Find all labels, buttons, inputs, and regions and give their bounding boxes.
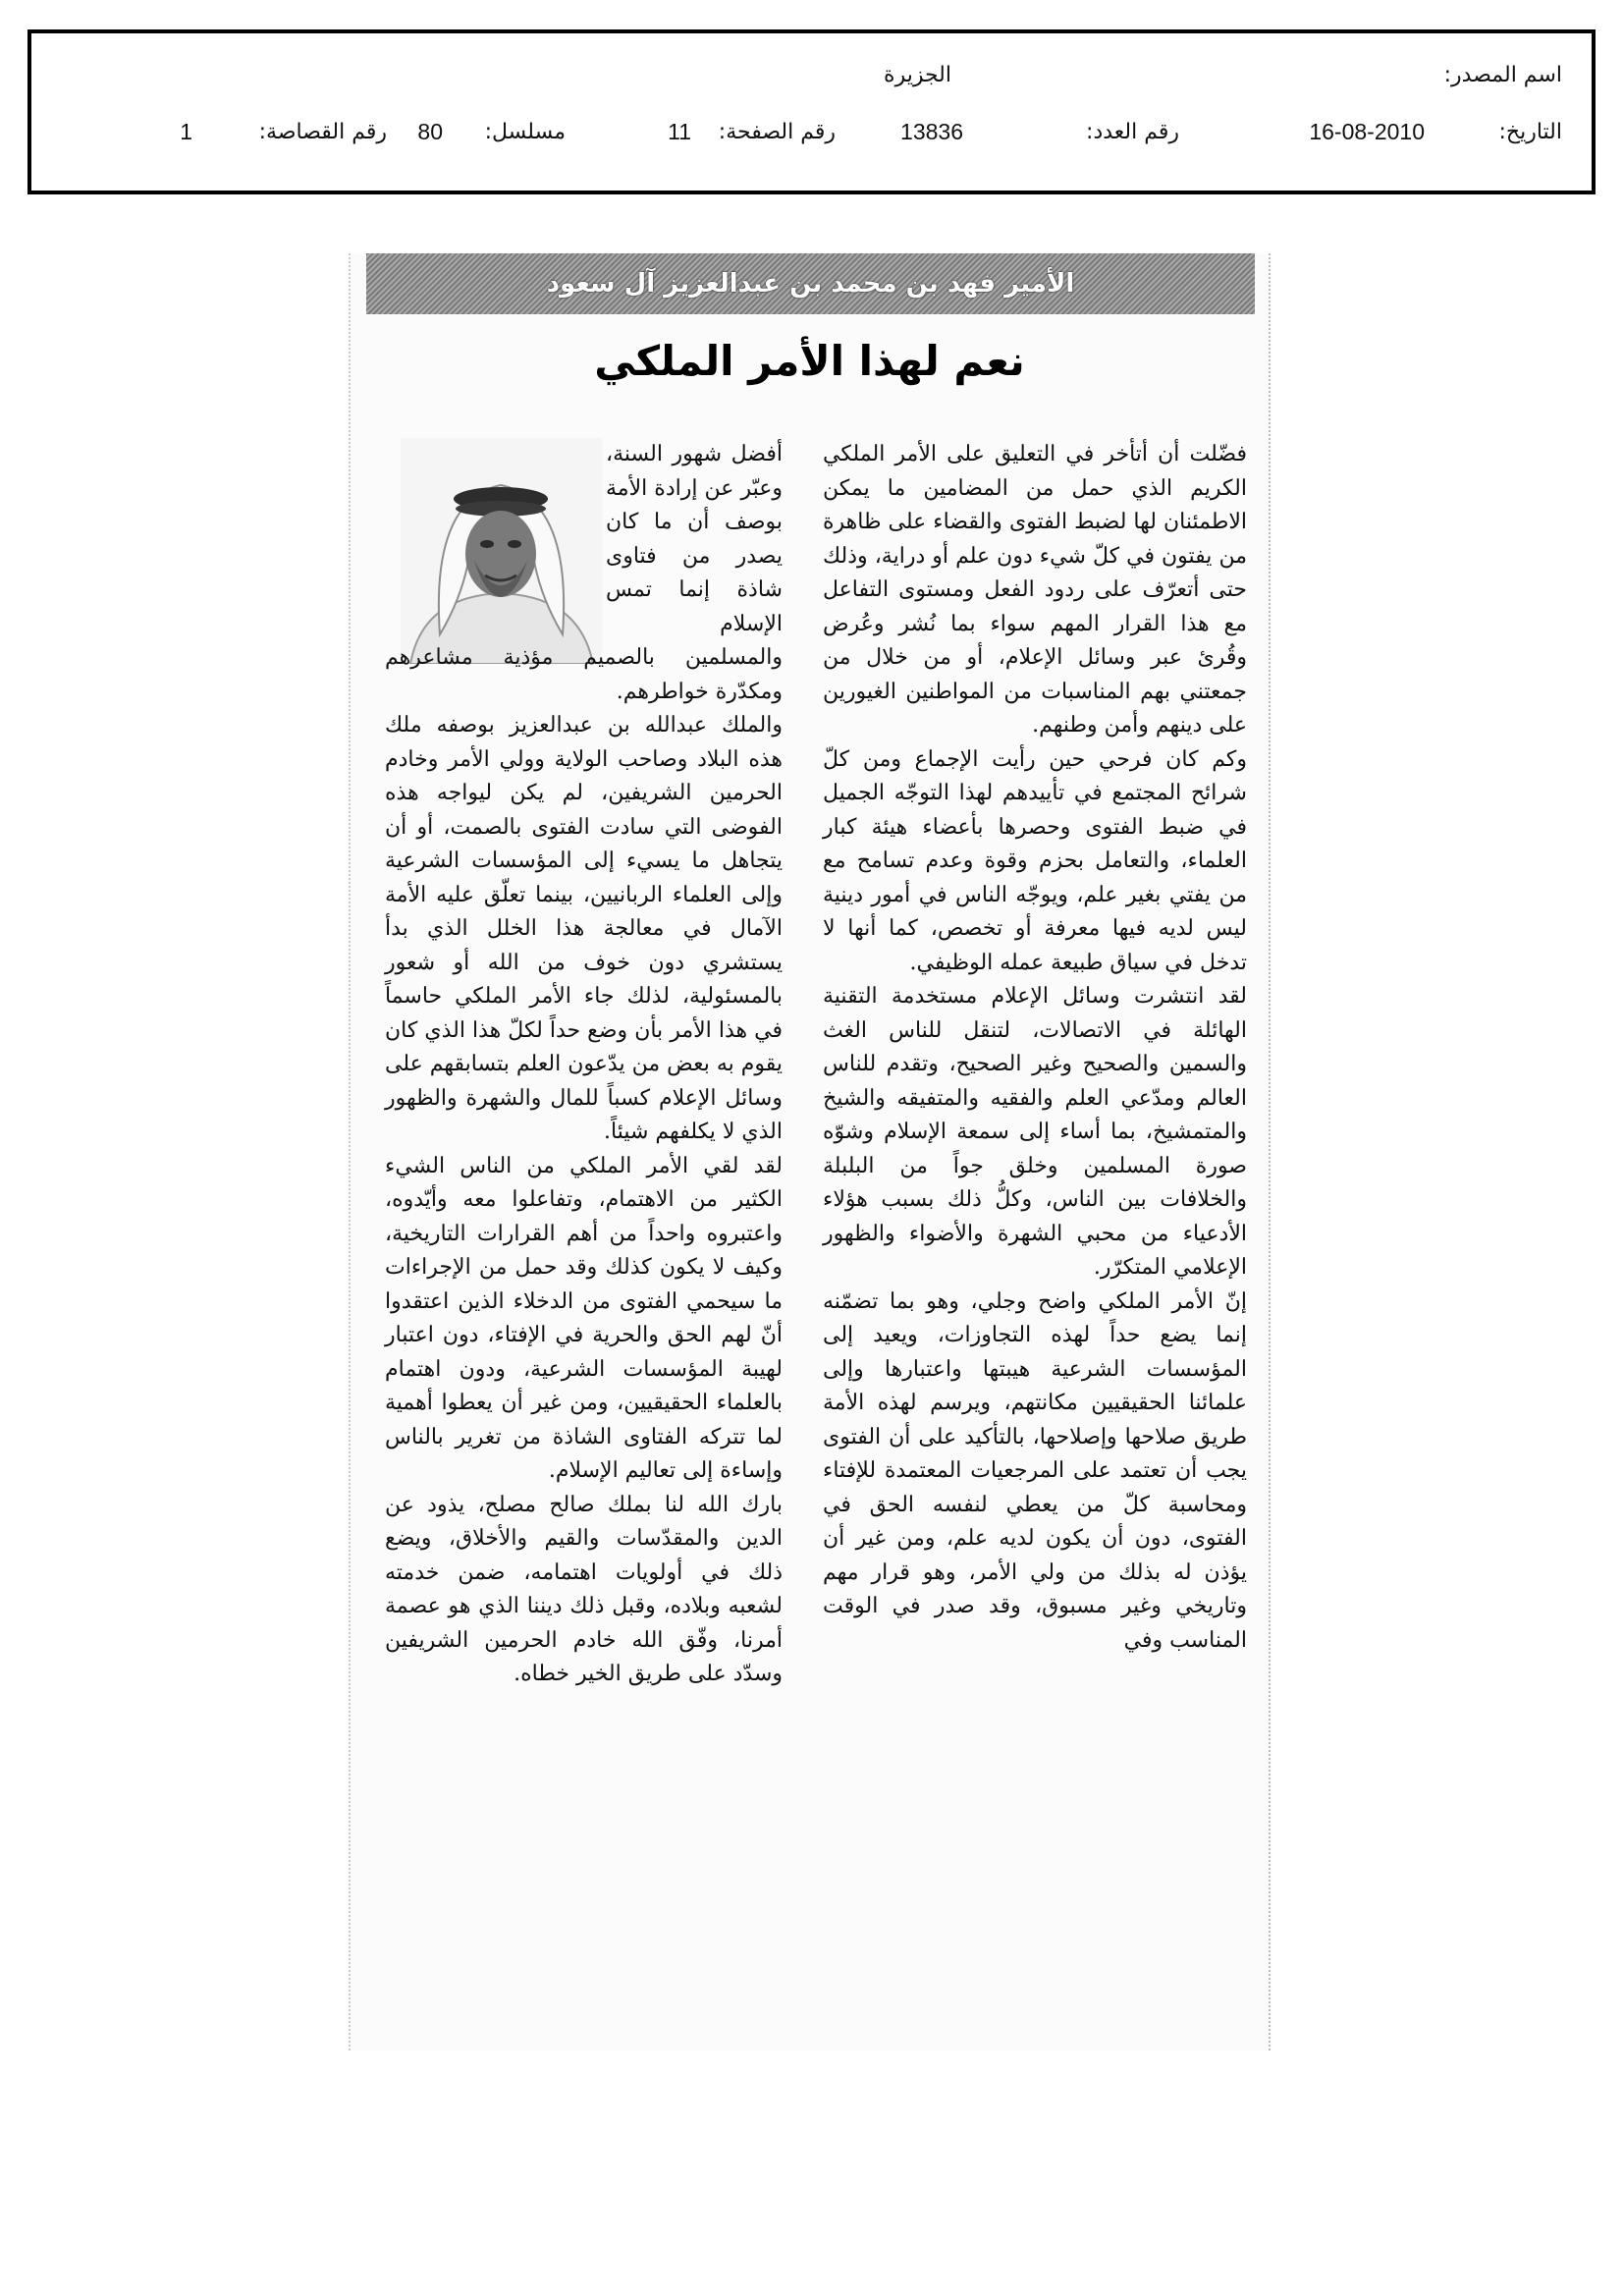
page-value: 11 [668, 119, 691, 144]
serial-value: 80 [417, 119, 443, 144]
issue-value: 13836 [900, 119, 963, 144]
author-band: الأمير فهد بن محمد بن عبدالعزيز آل سعود [366, 253, 1255, 314]
newspaper-clipping [349, 253, 1271, 2050]
source-value: الجزيرة [884, 63, 951, 87]
article-column-right [823, 438, 1247, 1658]
paragraph: والمسلمين بالصميم مؤذية مشاعرهم ومكدّرة خواطرهم. [385, 645, 783, 704]
article-column-left [385, 438, 783, 1692]
paragraph: بارك الله لنا بملك صالح مصلح، يذود عن الدين والمقدّسات والقيم والأخلاق، ويضع ذلك في أولويات اهتمامه، ضمن خدمته لشعبه وبلاده، وقبل ذلك ديننا الذي هو عصمة أمرنا، وفّق الله خادم الحرمين الشريفين وسدّد على طريق الخير خطاه. [385, 1492, 783, 1686]
clipping-number-value: 1 [180, 119, 192, 144]
paragraph: فضّلت أن أتأخر في التعليق على الأمر الملكي الكريم الذي حمل من المضامين ما يمكن الاطمئنان لها لضبط الفتوى والقضاء على ظاهرة من يفتون في كلّ شيء دون علم أو دراية، وذلك حتى أتعرّف على ردود الفعل ومستوى التفاعل مع هذا القرار المهم سواء بما نُشر وعُرض وقُرئ عبر وسائل الإعلام، أو من خلال من جمعتني بهم المناسبات من المواطنين الغيورين على دينهم وأمن وطنهم. [823, 442, 1247, 738]
date-value: 16-08-2010 [1309, 119, 1425, 144]
page-label: رقم الصفحة: [718, 120, 836, 144]
clipping-number-label: رقم القصاصة: [258, 120, 387, 144]
paragraph: وكم كان فرحي حين رأيت الإجماع ومن كلّ شرائح المجتمع في تأييدهم لهذا التوجّه الجميل في ضبط الفتوى وحصرها بأعضاء هيئة كبار العلماء، والتعامل بحزم وقوة وعدم تسامح مع من يفتي بغير علم، ويوجّه الناس في أمور دينية ليس لديه فيها معرفة أو تخصص، كما أنها لا تدخل في سياق طبيعة عمله الوظيفي. [823, 746, 1247, 975]
issue-label: رقم العدد: [1086, 120, 1179, 144]
serial-label: مسلسل: [484, 120, 566, 144]
article-title: نعم لهذا الأمر الملكي [594, 337, 1025, 385]
paragraph: لقد انتشرت وسائل الإعلام مستخدمة التقنية الهائلة في الاتصالات، لتنقل للناس الغث والسمين والصحيح وغير الصحيح، وتقدم للناس العالم ومدّعي العلم والفقيه والمتفيقه والشيخ والمتمشيخ، بما أساء إلى سمعة الإسلام وشوّه صورة المسلمين وخلق جواً من البلبلة والخلافات بين الناس، وكلُّ ذلك بسبب هؤلاء الأدعياء من محبي الشهرة والأضواء والظهور الإعلامي المتكرّر. [823, 984, 1247, 1280]
source-label: اسم المصدر: [1443, 63, 1562, 87]
paragraph: والملك عبدالله بن عبدالعزيز بوصفه ملك هذه البلاد وصاحب الولاية وولي الأمر وخادم الحرمين الشريفين، لم يكن ليواجه هذه الفوضى التي سادت الفتوى بالصمت، أو أن يتجاهل ما يسيء إلى المؤسسات الشرعية وإلى العلماء الربانيين، بينما تعلّق عليه الأمة الآمال في معالجة هذا الخلل الذي بدأ يستشري دون خوف من الله أو شعور بالمسئولية، لذلك جاء الأمر الملكي حاسماً في هذا الأمر بأن وضع حداً لكلّ هذا الذي كان يقوم به بعض من يدّعون العلم بتسابقهم على وسائل الإعلام كسباً للمال والشهرة والظهور الذي لا يكلفهم شيئاً. [385, 713, 783, 1144]
clipping-metadata-box [27, 29, 1596, 194]
paragraph: لقد لقي الأمر الملكي من الناس الشيء الكثير من الاهتمام، وتفاعلوا معه وأيّدوه، واعتبروه واحداً من أهم القرارات التاريخية، وكيف لا يكون كذلك وقد حمل من الإجراءات ما سيحمي الفتوى من الدخلاء الذين اعتقدوا أنّ لهم الحق والحرية في الإفتاء، دون اعتبار لهيبة المؤسسات الشرعية، ودون اهتمام بالعلماء الحقيقيين، ومن غير أن يعطوا أهمية لما تتركه الفتاوى الشاذة من تغرير بالناس وإساءة إلى تعاليم الإسلام. [385, 1153, 783, 1483]
date-label: التاريخ: [1498, 120, 1562, 144]
paragraph: أفضل شهور السنة، وعبّر عن إرادة الأمة بوصف أن ما كان يصدر من فتاوى شاذة إنما تمس الإسلام [606, 442, 783, 636]
paragraph: إنّ الأمر الملكي واضح وجلي، وهو بما تضمّنه إنما يضع حداً لهذه التجاوزات، ويعيد إلى المؤسسات الشرعية هيبتها واعتبارها وإلى علمائنا الحقيقيين مكانتهم، ويرسم لهذه الأمة طريق صلاحها وإصلاحها، بالتأكيد على أن الفتوى يجب أن تعتمد على المرجعيات المعتمدة للإفتاء ومحاسبة كلّ من يعطي لنفسه الحق في الفتوى، دون أن يكون لديه علم، ومن غير أن يؤذن له بذلك من ولي الأمر، وهو قرار مهم وتاريخي وغير مسبوق، وقد صدر في الوقت المناسب وفي [823, 1288, 1247, 1653]
